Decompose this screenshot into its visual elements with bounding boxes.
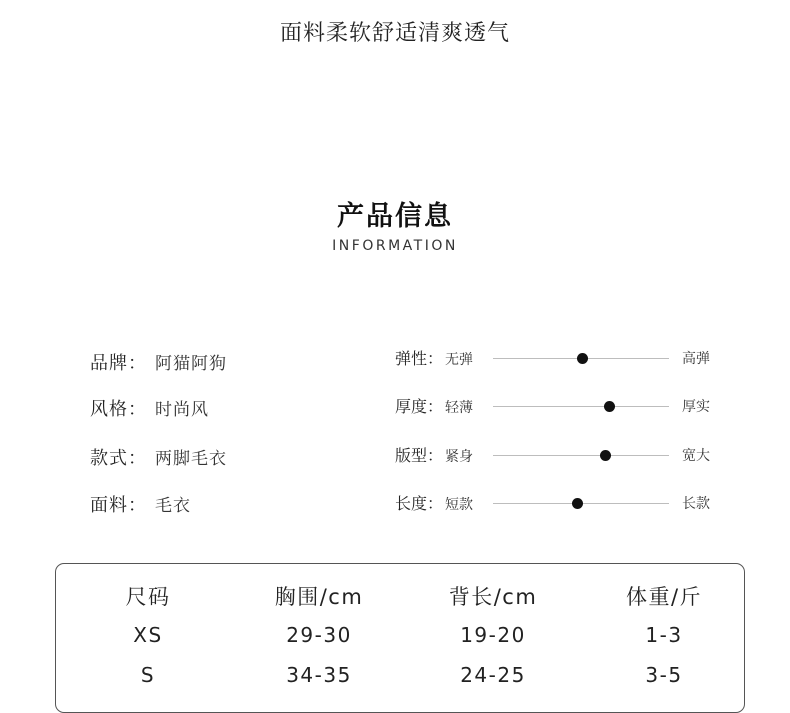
attribute-fabric [90,491,191,517]
attribute-brand [90,349,227,375]
attribute-value: 毛衣 [155,496,191,516]
scale-marker [604,401,615,412]
scale-marker [600,450,611,461]
scale-label: 弹性： [395,349,444,368]
attribute-value: 两脚毛衣 [155,449,227,469]
scale-min-label: 无弹 [445,352,474,368]
scale-elasticity [395,347,735,371]
size-table-header: 胸围/cm [274,585,364,609]
size-table-header: 体重/斤 [625,585,703,609]
attribute-value: 阿猫阿狗 [155,354,227,374]
scale-thickness [395,395,735,419]
attribute-style [90,395,209,421]
size-table [55,563,745,713]
size-table-cell: 34-35 [286,663,352,687]
size-table-cell: 29-30 [286,623,352,647]
scale-max-label: 长款 [682,496,710,512]
size-table-cell: 19-20 [460,623,526,647]
size-table-cell: XS [133,623,163,647]
attribute-value: 时尚风 [155,400,209,420]
scale-min-label: 短款 [445,497,474,513]
scale-label: 版型： [395,446,444,465]
tagline: 面料柔软舒适清爽透气 [279,21,510,46]
scale-track [493,455,669,456]
scale-min-label: 轻薄 [445,400,474,416]
scale-label: 厚度： [395,397,444,416]
size-table-header: 背长/cm [448,585,538,609]
size-table-cell: S [140,663,156,687]
attribute-key: 款式： [90,448,147,469]
attribute-key: 面料： [90,495,147,516]
size-table-cell: 3-5 [645,663,683,687]
scale-fit [395,444,735,468]
scale-max-label: 高弹 [682,351,710,367]
attribute-key: 风格： [90,399,147,420]
section-subtitle: INFORMATION [332,238,458,254]
scale-max-label: 厚实 [682,399,710,415]
scale-length [395,492,735,516]
attribute-key: 品牌： [90,353,147,374]
size-table-cell: 1-3 [645,623,683,647]
attribute-type [90,444,227,470]
section-title: 产品信息 [337,201,453,232]
size-table-cell: 24-25 [460,663,526,687]
scale-track [493,503,669,504]
scale-label: 长度： [395,494,444,513]
scale-marker [572,498,583,509]
scale-min-label: 紧身 [445,449,474,465]
size-table-header: 尺码 [125,585,171,609]
scale-track [493,358,669,359]
scale-max-label: 宽大 [682,448,710,464]
scale-track [493,406,669,407]
scale-marker [577,353,588,364]
